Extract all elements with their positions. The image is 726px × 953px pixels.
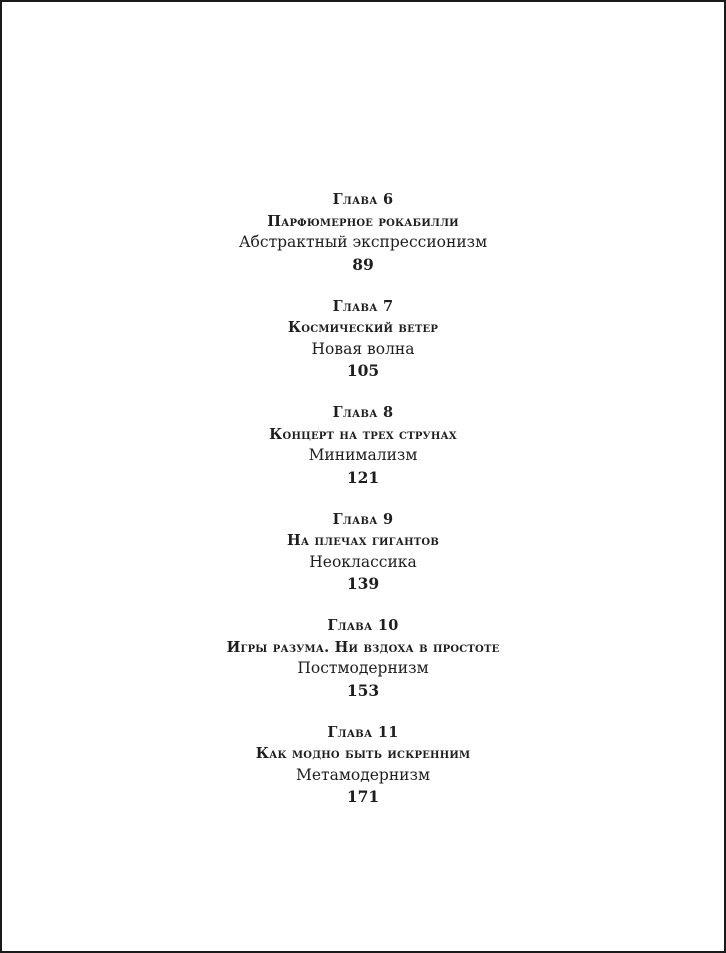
toc-entry xyxy=(2,615,724,722)
chapter-number: Глава 8 xyxy=(332,404,394,422)
page-number: 89 xyxy=(352,254,374,274)
chapter-title: Как модно быть искренним xyxy=(255,745,471,763)
chapter-style: Абстрактный экспрессионизм xyxy=(238,233,488,251)
toc-entry xyxy=(2,402,724,509)
toc-entry xyxy=(2,509,724,616)
chapter-title: Парфюмерное рокабилли xyxy=(267,212,459,230)
table-of-contents xyxy=(2,189,724,829)
toc-entry xyxy=(2,189,724,296)
chapter-number: Глава 7 xyxy=(332,297,394,315)
chapter-style: Постмодернизм xyxy=(297,659,429,678)
page-number: 105 xyxy=(346,361,380,381)
page-number: 153 xyxy=(346,680,380,700)
chapter-number: Глава 9 xyxy=(332,510,394,528)
chapter-title: Космический ветер xyxy=(287,319,439,337)
toc-entry xyxy=(2,296,724,403)
chapter-style: Метамодернизм xyxy=(295,765,431,784)
page-number: 121 xyxy=(346,467,380,487)
chapter-style: Неоклассика xyxy=(309,552,417,571)
chapter-style: Новая волна xyxy=(311,339,415,358)
page-number: 139 xyxy=(346,574,380,594)
chapter-number: Глава 11 xyxy=(327,723,399,741)
chapter-number: Глава 6 xyxy=(332,191,394,208)
chapter-title: На плечах гигантов xyxy=(287,532,439,550)
chapter-style: Минимализм xyxy=(308,446,418,465)
chapter-number: Глава 10 xyxy=(327,617,399,635)
toc-entry xyxy=(2,722,724,829)
chapter-title: Игры разума. Ни вздоха в простоте xyxy=(226,638,500,656)
chapter-title: Концерт на трех струнах xyxy=(269,425,457,443)
page-number: 171 xyxy=(346,787,380,807)
